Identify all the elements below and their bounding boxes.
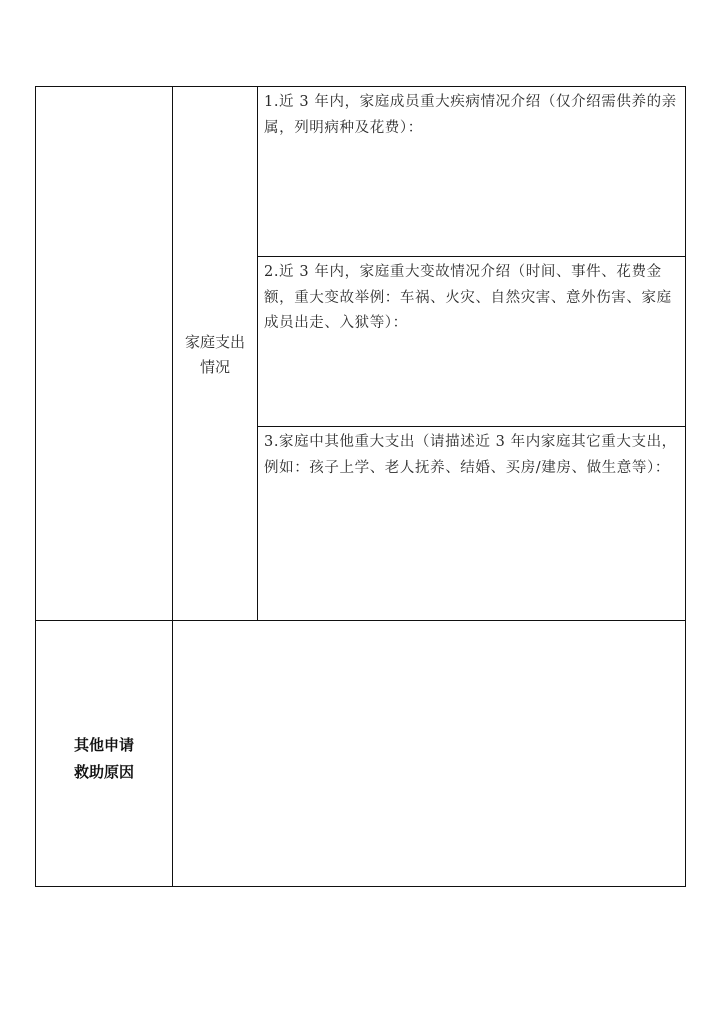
- expense-label-line1: 家庭支出: [184, 333, 245, 351]
- expense-section-label: [173, 330, 257, 380]
- other-reasons-label: [36, 732, 172, 786]
- other-reasons-label-line1: 其他申请: [73, 736, 134, 754]
- other-reasons-content-area[interactable]: [174, 622, 684, 885]
- item2-divider: [257, 426, 686, 427]
- expense-item-2-text: 2.近 3 年内，家庭重大变故情况介绍（时间、事件、花费金额，重大变故举例：车祸、火灾、自然灾害、意外伤害、家庭成员出走、入狱等）：: [264, 264, 672, 331]
- column-divider-1: [172, 86, 173, 887]
- table-right-border: [685, 86, 686, 887]
- table-bottom-border: [35, 886, 686, 887]
- other-reasons-label-line2: 救助原因: [73, 763, 134, 781]
- table-top-border: [35, 86, 686, 87]
- expense-item-1-text: 1.近 3 年内，家庭成员重大疾病情况介绍（仅介绍需供养的亲属，列明病种及花费）：: [264, 94, 677, 136]
- section-divider: [35, 620, 686, 621]
- expense-item-3-text: 3.家庭中其他重大支出（请描述近 3 年内家庭其它重大支出，例如：孩子上学、老人抚养、结婚、买房/建房、做生意等）：: [264, 434, 677, 476]
- column-divider-2: [257, 86, 258, 621]
- item1-divider: [257, 256, 686, 257]
- expense-label-line2: 情况: [199, 358, 230, 376]
